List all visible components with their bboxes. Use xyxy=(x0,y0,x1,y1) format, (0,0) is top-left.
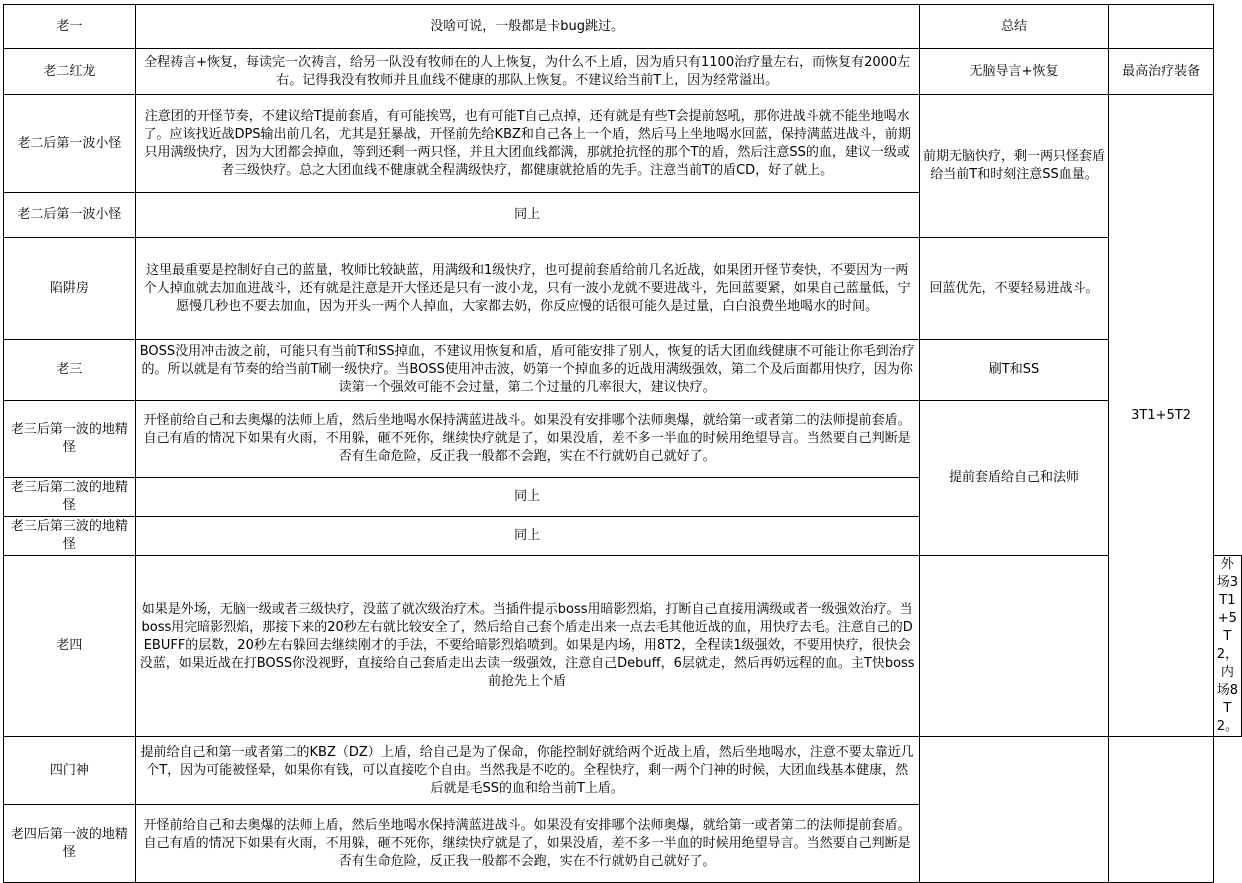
table-row xyxy=(4,95,1242,193)
equip-header-cell: 最高治疗装备 xyxy=(1109,49,1213,95)
table-row xyxy=(4,5,1242,49)
strategy-cell: 注意团的开怪节奏，不建议给T提前套盾，有可能挨骂，也有可能T自己点掉，还有就是有些T会提前怒吼，那你进战斗就不能坐地喝水了。应该找近战DPS输出前几名，尤其是狂暴战，开怪前先给KBZ和自己各上一个盾，然后马上坐地喝水回蓝，保持满蓝进战斗，前期只用满级快疗，因为大团都会掉血，等到还剩一两只怪，并且大团血线都满，那就抢抗怪的那个T的盾，然后注意SS的血，建议一级或者三级快疗。总之大团血线不健康就全程满级快疗，都健康就抢盾的先手。注意当前T的盾CD，好了就上。 xyxy=(135,95,919,193)
strategy-cell: 同上 xyxy=(135,193,919,238)
boss-name-cell: 老三后第三波的地精怪 xyxy=(4,517,136,556)
boss-name-cell: 老三后第一波的地精怪 xyxy=(4,401,136,478)
table-row xyxy=(4,340,1242,401)
blank-cell xyxy=(1109,5,1213,49)
equip-cell: 外场3T1+5T2，内场8T2。 xyxy=(1213,556,1241,737)
summary-cell xyxy=(919,556,1109,737)
boss-name-cell: 老三 xyxy=(4,340,136,401)
summary-cell xyxy=(919,737,1109,883)
summary-cell: 回蓝优先，不要轻易进战斗。 xyxy=(919,238,1109,340)
equip-cell xyxy=(1109,737,1213,883)
boss-name-cell: 老四 xyxy=(4,556,136,737)
boss-name-cell: 老三后第二波的地精怪 xyxy=(4,478,136,517)
strategy-cell: 如果是外场，无脑一级或者三级快疗，没蓝了就次级治疗术。当插件提示boss用暗影烈焰，打断自己直接用满级或者一级强效治疗。当boss用完暗影烈焰，那接下来的20秒左右就比较安全了，然后给自己套个盾走出来一点去毛其他近战的血，用快疗去毛。注意自己的DEBUFF的层数，20秒左右躲回去继续刚才的手法，不要给暗影烈焰喷到。如果是内场，用8T2，全程读1级强效，不要用快疗，很快会没蓝，如果近战在打BOSS你没视野，直接给自己套盾走出去读一级强效，注意自己Debuff，6层就走，然后再奶远程的血。主T快boss前抢先上个盾 xyxy=(135,556,919,737)
summary-cell: 前期无脑快疗，剩一两只怪套盾给当前T和时刻注意SS血量。 xyxy=(919,95,1109,238)
strategy-cell: 开怪前给自己和去奥爆的法师上盾，然后坐地喝水保持满蓝进战斗。如果没有安排哪个法师奥爆，就给第一或者第二的法师提前套盾。自己有盾的情况下如果有火雨，不用躲，砸不死你，继续快疗就是了，如果没盾，差不多一半血的时候用绝望导言。当然要自己判断是否有生命危险，反正我一般都不会跑，实在不行就奶自己就好了。 xyxy=(135,401,919,478)
strategy-cell: 提前给自己和第一或者第二的KBZ（DZ）上盾，给自己是为了保命，你能控制好就给两个近战上盾，然后坐地喝水，注意不要太靠近几个T，因为可能被怪晕，如果你有钱，可以直接吃个自由。当然我是不吃的。全程快疗，剩一两个门神的时候，大团血线基本健康，然后就是毛SS的血和给当前T上盾。 xyxy=(135,737,919,805)
boss-name-cell: 老二红龙 xyxy=(4,49,136,95)
summary-header-cell: 总结 xyxy=(919,5,1109,49)
table-row xyxy=(4,49,1242,95)
boss-name-cell: 老四后第一波的地精怪 xyxy=(4,805,136,883)
table-row xyxy=(4,238,1242,340)
table-row xyxy=(4,556,1242,737)
boss-name-cell: 陷阱房 xyxy=(4,238,136,340)
strategy-cell: 这里最重要是控制好自己的蓝量，牧师比较缺蓝，用满级和1级快疗，也可提前套盾给前几名近战，如果团开怪节奏快，不要因为一两个人掉血就去加血进战斗，还有就是注意是开大怪还是只有一波小龙，只有一波小龙就不要进战斗，先回蓝要紧，如果自己蓝量低，宁愿慢几秒也不要去加血，因为开头一两个人掉血，大家都去奶，你反应慢的话很可能久是过量，白白浪费坐地喝水的时间。 xyxy=(135,238,919,340)
table-row xyxy=(4,401,1242,478)
table-row xyxy=(4,737,1242,805)
strategy-cell: BOSS没用冲击波之前，可能只有当前T和SS掉血，不建议用恢复和盾，盾可能安排了别人，恢复的话大团血线健康不可能让你毛到治疗的。所以就是有节奏的给当前T刷一级快疗。当BOSS使用冲击波，奶第一个掉血多的近战用满级强效，第二个及后面都用快疗，因为你读第一个强效可能不会过量，第二个过量的几率很大，建议快疗。 xyxy=(135,340,919,401)
strategy-cell: 没啥可说，一般都是卡bug跳过。 xyxy=(135,5,919,49)
strategy-cell: 全程祷言+恢复，每读完一次祷言，给另一队没有牧师在的人上恢复，为什么不上盾，因为盾只有1100治疗量左右，而恢复有2000左右。记得我没有牧师并且血线不健康的那队上恢复。不建议给当前T上，因为经常溢出。 xyxy=(135,49,919,95)
raid-guide-table xyxy=(3,4,1242,883)
strategy-cell: 同上 xyxy=(135,517,919,556)
equip-cell: 3T1+5T2 xyxy=(1109,95,1213,737)
summary-cell: 提前套盾给自己和法师 xyxy=(919,401,1109,556)
strategy-cell: 同上 xyxy=(135,478,919,517)
summary-cell: 刷T和SS xyxy=(919,340,1109,401)
boss-name-cell: 老二后第一波小怪 xyxy=(4,95,136,193)
boss-name-cell: 老二后第一波小怪 xyxy=(4,193,136,238)
boss-name-cell: 四门神 xyxy=(4,737,136,805)
summary-cell: 无脑导言+恢复 xyxy=(919,49,1109,95)
strategy-cell: 开怪前给自己和去奥爆的法师上盾，然后坐地喝水保持满蓝进战斗。如果没有安排哪个法师奥爆，就给第一或者第二的法师提前套盾。自己有盾的情况下如果有火雨，不用躲，砸不死你，继续快疗就是了，如果没盾，差不多一半血的时候用绝望导言。当然要自己判断是否有生命危险，反正我一般都不会跑，实在不行就奶自己就好了。 xyxy=(135,805,919,883)
boss-name-cell: 老一 xyxy=(4,5,136,49)
